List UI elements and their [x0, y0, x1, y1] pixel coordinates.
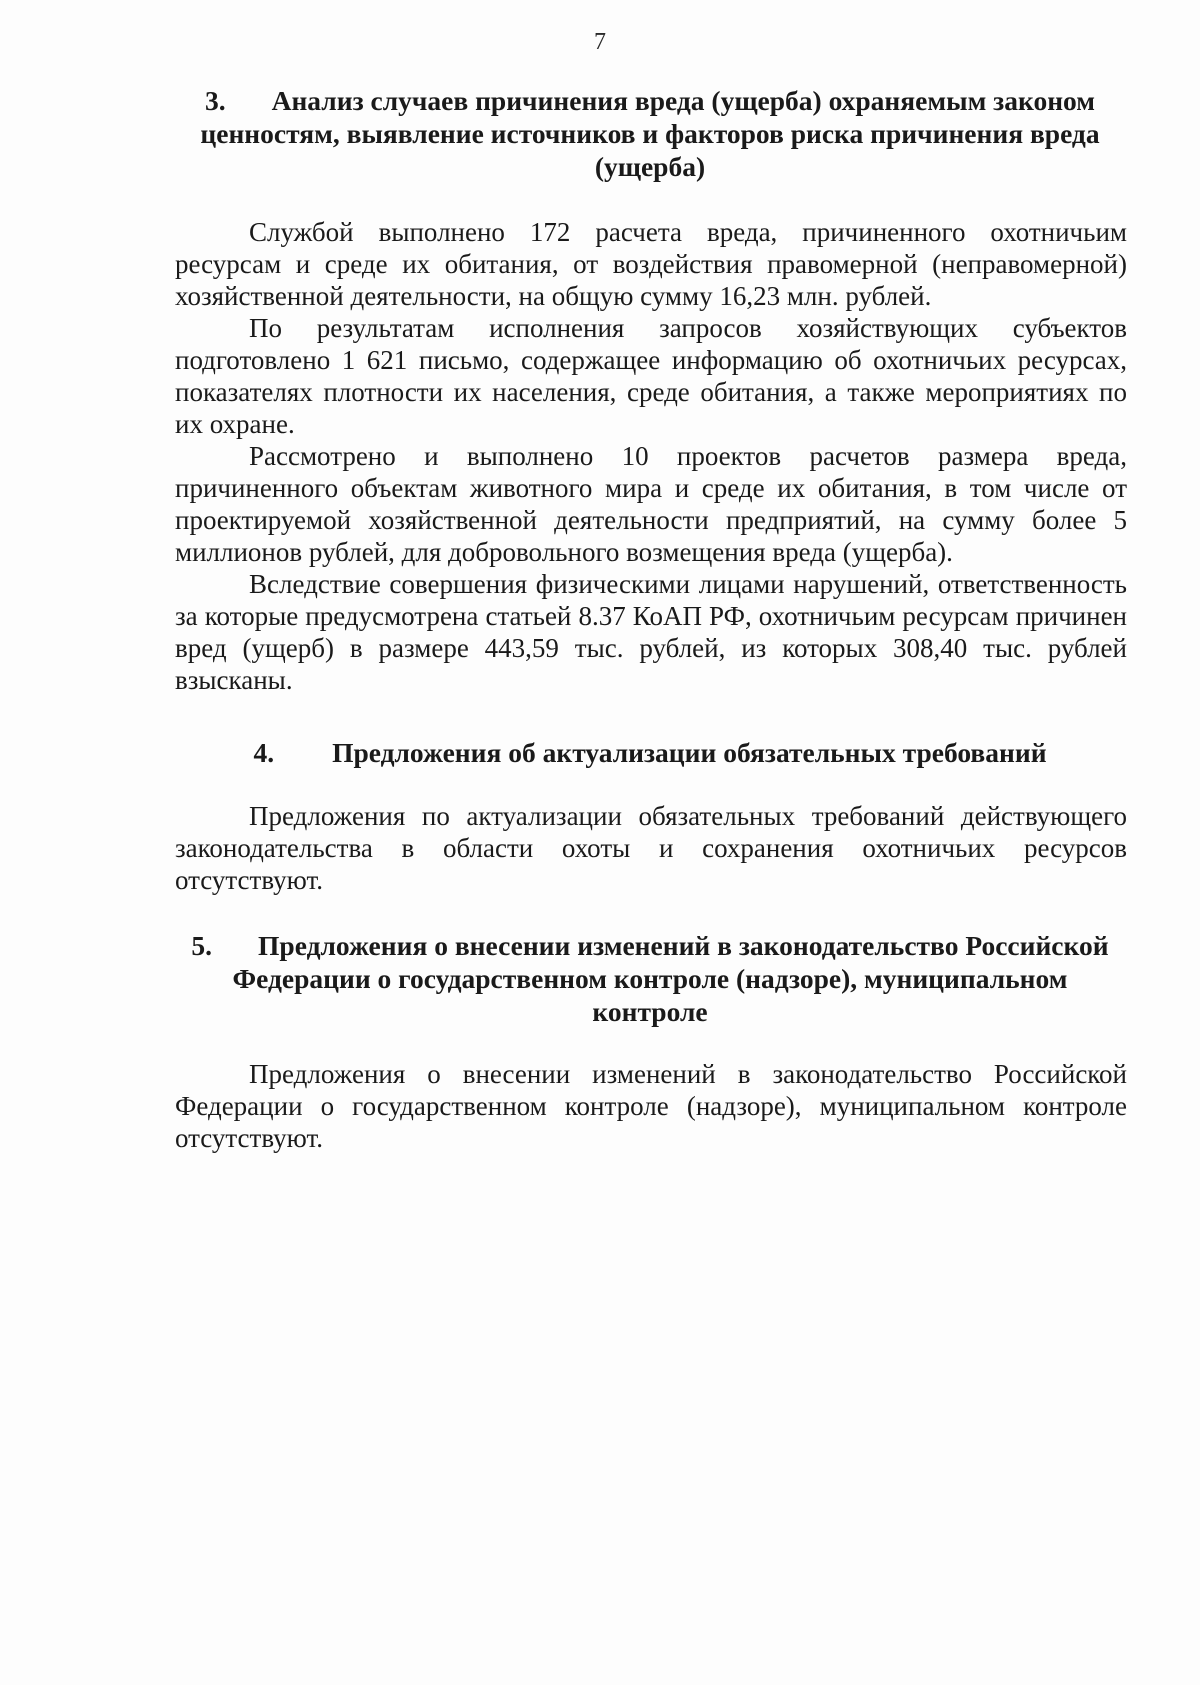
section-5-paragraph: Предложения о внесении изменений в законодательство Российской Федерации о государственном контроле (надзоре), муниципальном контроле отсутствуют. — [175, 1059, 1127, 1153]
section-5-number: 5. — [191, 930, 213, 961]
section-3-paragraph-1: Службой выполнено 172 расчета вреда, причиненного охотничьим ресурсам и среде их обитания, от воздействия правомерной (неправомерной) хозяйственной деятельности, на общую сумму 16,23 млн. рублей. — [175, 217, 1127, 311]
section-3-body — [175, 216, 1127, 696]
section-4-body — [175, 800, 1127, 896]
page-number: 7 — [594, 29, 606, 55]
section-4-heading — [175, 736, 1125, 769]
section-4-number: 4. — [253, 737, 275, 768]
section-3-title: Анализ случаев причинения вреда (ущерба) охраняемым законом ценностям, выявление источников и факторов риска причинения вреда (ущерба) — [200, 85, 1100, 182]
section-5-title: Предложения о внесении изменений в законодательство Российской Федерации о государственном контроле (надзоре), муниципальном контроле — [232, 930, 1109, 1027]
section-4-title: Предложения об актуализации обязательных требований — [332, 737, 1047, 768]
section-5-heading — [175, 929, 1125, 1028]
section-3-heading — [175, 84, 1125, 183]
section-3-paragraph-3: Рассмотрено и выполнено 10 проектов расчетов размера вреда, причиненного объектам животного мира и среде их обитания, в том числе от проектируемой хозяйственной деятельности предприятий, на сумму более 5 миллионов рублей, для добровольного возмещения вреда (ущерба). — [175, 441, 1127, 567]
section-5-body — [175, 1058, 1127, 1154]
section-3-paragraph-2: По результатам исполнения запросов хозяйствующих субъектов подготовлено 1 621 письмо, содержащее информацию об охотничьих ресурсах, показателях плотности их населения, среде обитания, а также мероприятиях по их охране. — [175, 313, 1127, 439]
section-4-paragraph: Предложения по актуализации обязательных требований действующего законодательства в области охоты и сохранения охотничьих ресурсов отсутствуют. — [175, 801, 1127, 895]
section-3-number: 3. — [204, 85, 226, 116]
section-3-paragraph-4: Вследствие совершения физическими лицами нарушений, ответственность за которые предусмотрена статьей 8.37 КоАП РФ, охотничьим ресурсам причинен вред (ущерб) в размере 443,59 тыс. рублей, из которых 308,40 тыс. рублей взысканы. — [175, 569, 1127, 695]
